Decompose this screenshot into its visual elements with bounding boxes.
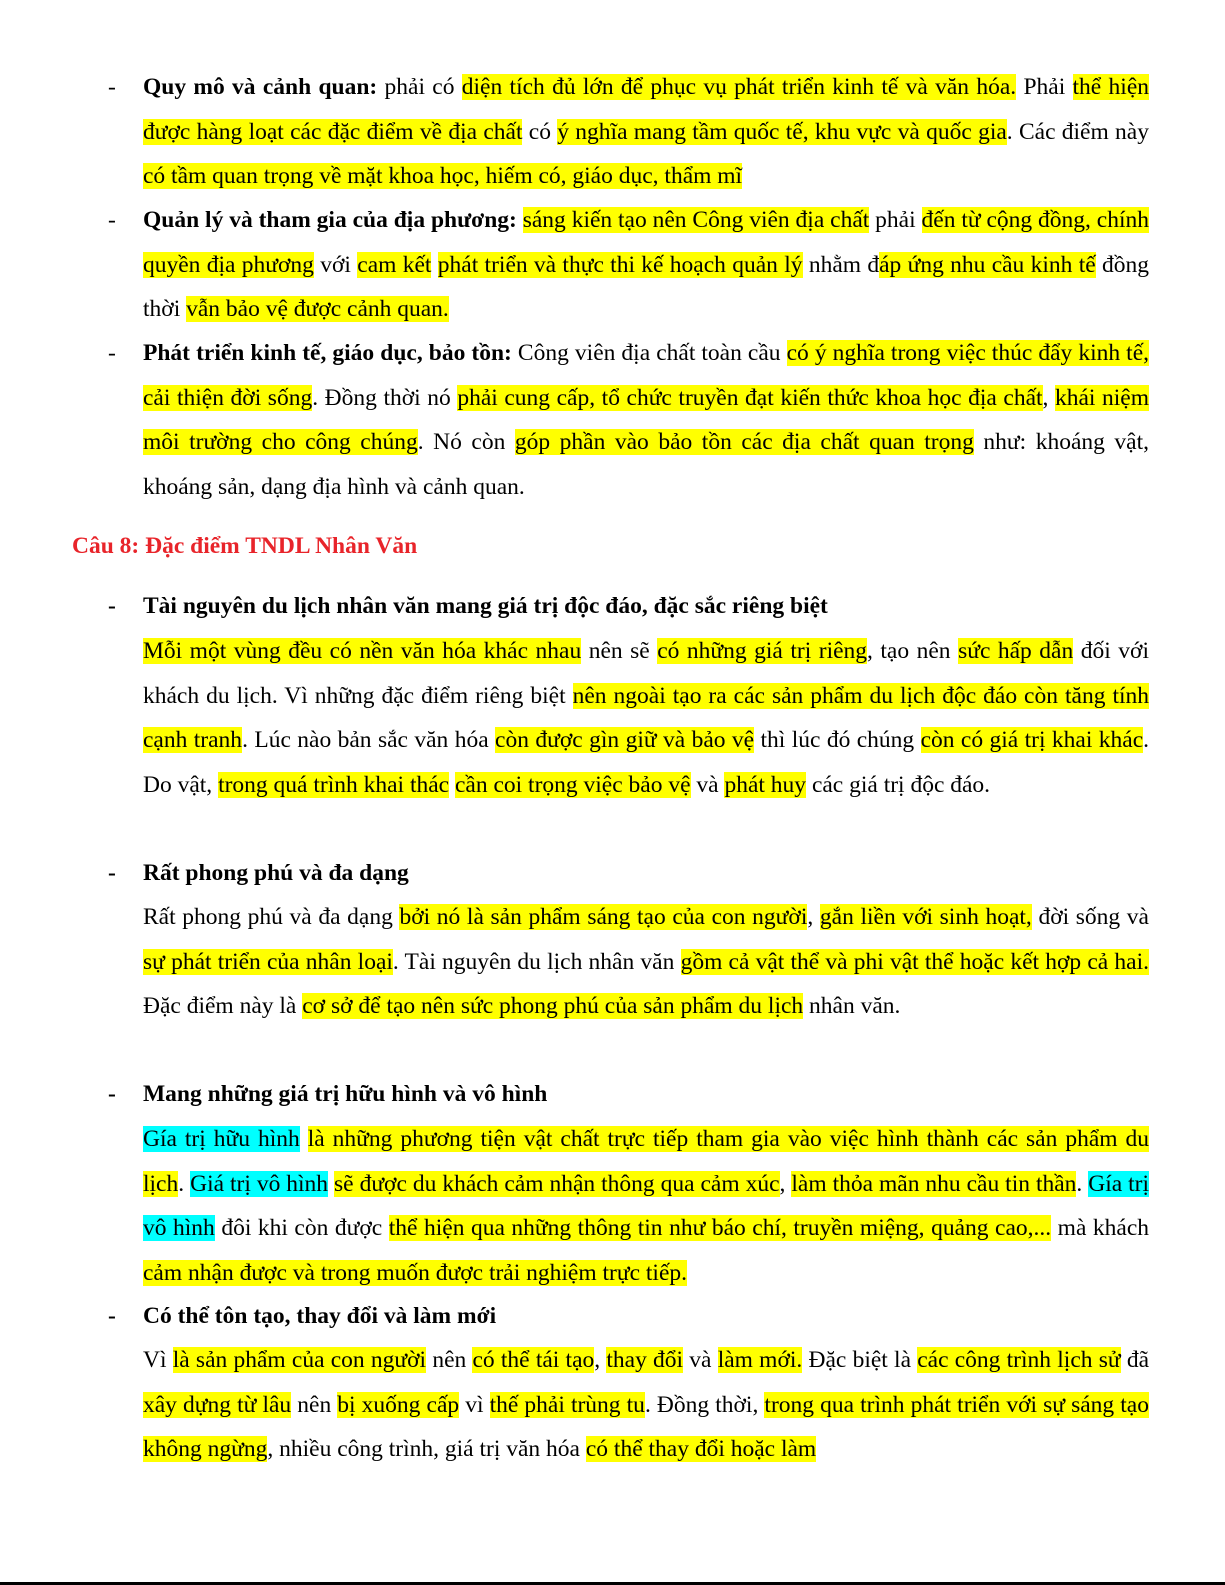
highlighted-text: trong quá trình khai thác [218,771,450,798]
section-2-text [143,904,1149,1019]
text-run: Đặc điểm này là [143,993,303,1019]
highlighted-text: Mỗi một vùng đều có nền văn hóa khác nhau [143,638,582,664]
text-run: Đặc biệt là [802,1347,918,1373]
text-run: , [779,1170,792,1197]
highlighted-text: diện tích đủ lớn để phục vụ phát triển kinh tế và văn hóa. [461,74,1017,100]
text-run: . Lúc nào bản sắc văn hóa [242,727,496,753]
highlighted-text: còn được gìn giữ và bảo vệ [495,727,755,753]
text-run: , [594,1347,607,1373]
section-1-text [143,638,1149,798]
highlighted-text: thế phải trùng tu [489,1391,645,1418]
intro-item-3 [143,331,1149,509]
bullet-dash: - [108,74,116,100]
highlighted-text: thể hiện qua những thông tin như báo chí, truyền miệng, quảng cao,... [388,1215,1052,1241]
highlighted-text: có thể thay đổi hoặc làm [585,1436,817,1462]
text-run: đối với khách du lịch. Vì những đặc điểm riêng biệt [143,638,1149,709]
highlighted-text: sức hấp dẫn [958,638,1074,664]
text-run: mà khách [1051,1215,1150,1241]
highlighted-text: có những giá trị riêng [657,638,868,664]
bullet-dash: - [108,207,116,233]
text-run [431,252,437,278]
intro-item-2-title: Quản lý và tham gia của địa phương: [143,207,517,233]
text-run: đôi khi còn được [214,1215,389,1241]
highlighted-text: đến từ cộng đồng, chính quyền địa phương [143,207,1149,278]
text-run: đời sống và [1031,904,1149,930]
section-4-title: Có thể tôn tạo, thay đổi và làm mới [143,1303,497,1329]
section-3-body [143,1117,1149,1295]
highlighted-text: bởi nó là sản phẩm sáng tạo của con người [399,904,808,930]
bullet-dash: - [108,1081,116,1107]
text-run: Công viên địa chất toàn cầu [511,340,787,366]
highlighted-text: gắn liền với sinh hoạt, [819,904,1032,930]
text-run [517,207,523,233]
text-run: phải có [377,74,462,100]
highlighted-text: phải cung cấp, tổ chức truyền đạt kiến thức khoa học địa chất [457,384,1043,411]
highlighted-text: sẽ được du khách cảm nhận thông qua cảm xúc [334,1170,780,1197]
bullet-dash: - [108,593,116,619]
highlighted-text: gồm cả vật thể và phi vật thể hoặc kết hợp cả hai. [680,948,1150,975]
text-run: phải [869,207,922,233]
highlighted-text: có tầm quan trọng về mặt khoa học, hiếm có, giáo dục, thẩm mĩ [143,163,743,189]
highlighted-text: cần coi trọng việc bảo vệ [454,771,691,798]
text-run: . Nó còn [417,429,515,455]
text-run: và [683,1347,718,1373]
highlighted-text: cơ sở để tạo nên sức phong phú của sản phẩm du lịch [302,993,804,1019]
highlighted-text: phát huy [724,771,807,798]
intro-item-3-title: Phát triển kinh tế, giáo dục, bảo tồn: [143,340,512,366]
text-run: . Đồng thời, [644,1391,765,1418]
text-run: . Do vật, [143,727,1150,798]
highlighted-text: thể hiện được hàng loạt các đặc điểm về địa chất [143,74,1150,145]
text-run: vì [459,1391,490,1418]
intro-item-1 [143,65,1149,199]
highlighted-text: sáng kiến tạo nên Công viên địa chất [522,207,870,233]
text-run: Phải [1016,74,1073,100]
intro-item-2 [143,198,1149,332]
highlighted-text: làm mới. [717,1347,803,1373]
highlighted-keyword: Gía trị hữu hình [143,1126,300,1152]
highlighted-text: cam kết [357,251,432,278]
highlighted-text: làm thỏa mãn nhu cầu tin thần [791,1170,1077,1197]
text-run: , nhiều công trình, giá trị văn hóa [267,1436,586,1462]
text-run: có [522,118,558,145]
section-3-text [143,1126,1149,1286]
text-run: nhân văn. [803,993,901,1019]
section-2-title: Rất phong phú và đa dạng [143,860,409,886]
text-run: với [313,251,358,278]
text-run: nhằm đ [802,251,880,278]
highlighted-text: xây dựng từ lâu [143,1391,292,1418]
highlighted-text: có thể tái tạo [472,1347,595,1373]
section-4-text [143,1347,1149,1462]
highlighted-text: thay đổi [606,1347,684,1373]
highlighted-text: còn có giá trị khai khác [920,727,1144,753]
text-run: nên [291,1391,338,1418]
section-3-title: Mang những giá trị hữu hình và vô hình [143,1081,548,1107]
text-run: Rất phong phú và đa dạng [143,904,400,930]
highlighted-text: ý nghĩa mang tầm quốc tế, khu vực và quốc gia [557,118,1007,145]
text-run: , [807,904,820,930]
text-run: nên [426,1347,473,1373]
highlighted-text: sự phát triển của nhân loại [143,948,393,975]
text-run: . Tài nguyên du lịch nhân văn [392,948,681,975]
highlighted-text: áp ứng nhu cầu kinh tế [879,251,1096,278]
text-run: . Các điểm này [1006,118,1149,145]
highlighted-text: góp phần vào bảo tồn các địa chất quan trọng [514,429,974,455]
text-run: đồng thời [143,251,1150,322]
section-heading: Câu 8: Đặc điểm TNDL Nhân Văn [72,533,418,559]
highlighted-text: có ý nghĩa trong việc thúc đẩy kinh tế, cải thiện đời sống [143,340,1149,411]
highlighted-keyword: Gía trị vô hình [143,1170,1150,1241]
highlighted-text: trong qua trình phát triển với sự sáng tạo không ngừng [143,1391,1149,1462]
section-1-title: Tài nguyên du lịch nhân văn mang giá trị độc đáo, đặc sắc riêng biệt [143,593,828,619]
highlighted-text: bị xuống cấp [337,1391,460,1418]
intro-item-1-title: Quy mô và cảnh quan: [143,74,378,100]
highlighted-text: phát triển và thực thi kế hoạch quản lý [437,251,803,278]
text-run: . [1076,1170,1089,1197]
text-run: . [178,1170,191,1197]
highlighted-text: là những phương tiện vật chất trực tiếp tham gia vào việc hình thành các sản phẩm du lịch [143,1126,1150,1197]
highlighted-keyword: Giá trị vô hình [190,1170,329,1197]
highlighted-text: khái niệm môi trường cho công chúng [143,384,1150,455]
text-run: Vì [143,1347,173,1373]
text-run: và [690,771,725,798]
text-run: các giá trị độc đáo. [806,771,991,798]
highlighted-text: nên ngoài tạo ra các sản phẩm du lịch độc đáo còn tăng tính cạnh tranh [143,682,1149,753]
highlighted-text: là sản phẩm của con người [172,1347,427,1373]
section-1-body [143,629,1149,807]
text-run: đã [1120,1347,1150,1373]
bullet-dash: - [108,1303,116,1329]
text-run: thì lúc đó chúng [754,727,921,753]
bullet-dash: - [108,860,116,886]
text-run: . Đồng thời nó [312,384,458,411]
text-run: nên sẽ [581,638,658,664]
text-run [300,1126,308,1152]
highlighted-text: các công trình lịch sử [917,1347,1121,1373]
highlighted-text: cảm nhận được và trong muốn được trải nghiệm trực tiếp. [143,1259,688,1286]
highlighted-text: vẫn bảo vệ được cảnh quan. [186,296,449,322]
bullet-dash: - [108,340,116,366]
text-run: , tạo nên [867,638,959,664]
section-2-body [143,895,1149,1029]
text-run: như: khoáng vật, khoáng sản, dạng địa hình và cảnh quan. [143,429,1150,500]
section-4-body [143,1338,1149,1472]
text-run: , [1042,384,1055,411]
